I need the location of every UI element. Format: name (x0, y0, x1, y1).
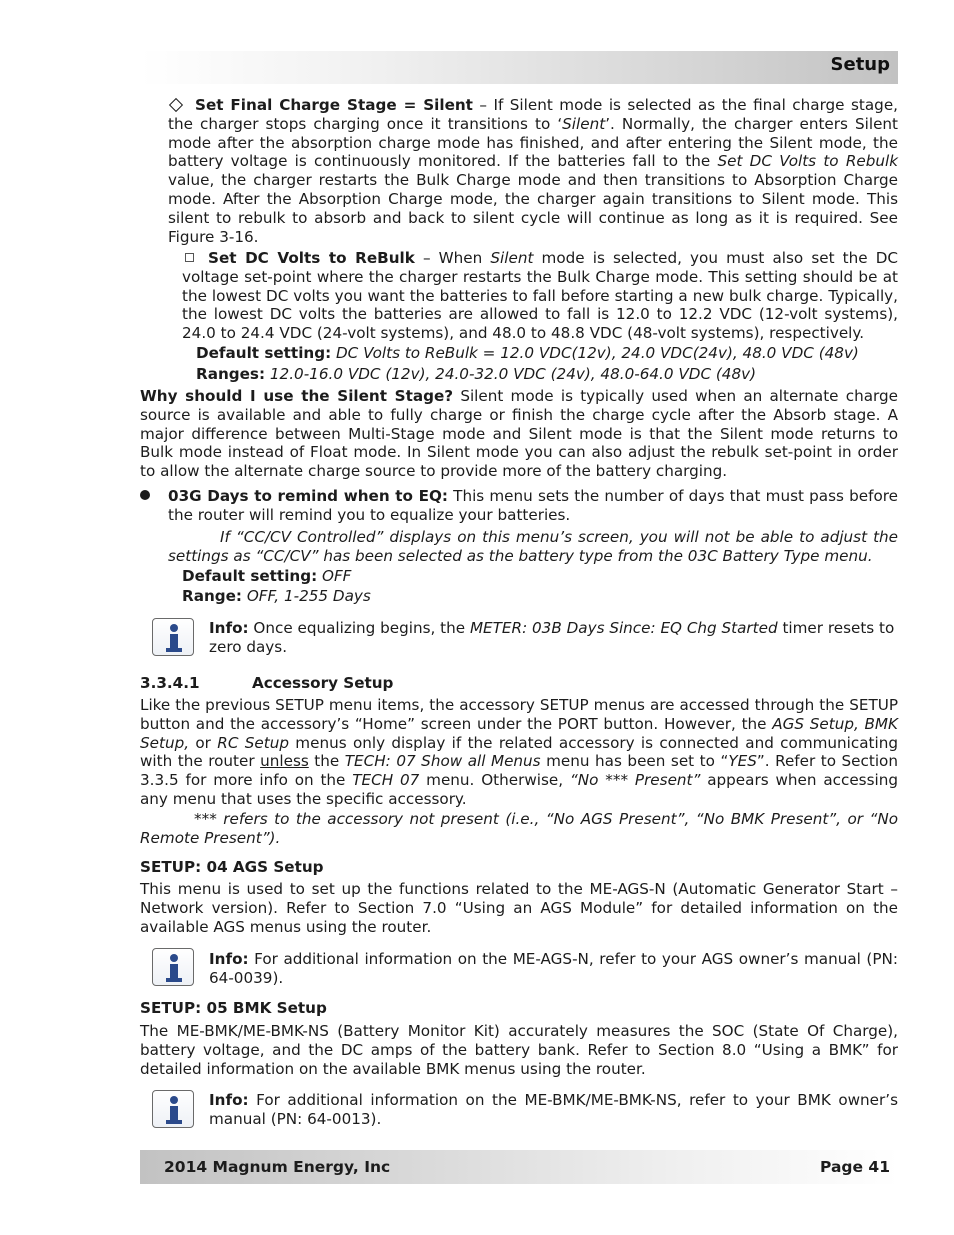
footer-copyright: 2014 Magnum Energy, Inc (164, 1158, 391, 1176)
rebulk-default-setting: Default setting: DC Volts to ReBulk = 12.0 VDC(12v), 24.0 VDC(24v), 48.0 VDC (48v) (196, 344, 859, 362)
rebulk-ranges: Ranges: 12.0-16.0 VDC (12v), 24.0-32.0 VDC (24v), 48.0-64.0 VDC (48v) (196, 365, 757, 383)
accessory-paragraph: Like the previous SETUP menu items, the accessory SETUP menus are accessed through the SETUP button and the accessory’s “Home” screen under the PORT button. However, the AGS Setup, BMK Setup, or RC Setup menus only display if the related accessory is connected and communicating with the router unless the TECH: 07 Show all Menus menu has been set to “YES”. Refer to Section 3.3.5 for more info on the TECH 07 menu. Otherwise, “No *** Present” appears when accessing any menu that uses the specific accessory. (140, 696, 898, 808)
info-note-equalizing: Info: Once equalizing begins, the METER: 03B Days Since: EQ Chg Started timer resets to zero days. (209, 619, 895, 656)
why-silent-paragraph: Why should I use the Silent Stage? Silent mode is typically used when an alternate charge source is available and able to fully charge or finish the charge cycle after the Absorb stage. A major difference between Multi-Stage mode and Silent mode is that the Silent mode returns to Bulk mode instead of Float mode. In Silent mode you can also adjust the rebulk set-point in order to allow the alternate charge source to provide more of the battery charging. (140, 387, 898, 481)
square-bullet-icon (185, 253, 194, 262)
section-title: Setup (830, 54, 890, 75)
eq-days-note: If “CC/CV Controlled” displays on this menu’s screen, you will not be able to adjust the settings as “CC/CV” has been selected as the battery type from the 03C Battery Type menu. (168, 528, 898, 565)
info-note-ags: Info: For additional information on the ME-AGS-N, refer to your AGS owner’s manual (PN: 64-0039). (209, 950, 898, 987)
final-charge-paragraph: Set Final Charge Stage = Silent – If Silent mode is selected as the final charge stage, the charger stops charging once it transitions to ‘Silent’. Normally, the charger enters Silent mode after the absorption charge mode has finished, and after entering the Silent mode, the battery voltage is continuously monitored. If the batteries fall to the Set DC Volts to Rebulk value, the charger restarts the Bulk Charge mode and then transitions to Absorption Charge mode. After the Absorption Charge mode, the charger again transitions to Silent mode. This silent to rebulk to absorb and back to silent cycle will continue as long as it is required. See Figure 3-16. (168, 96, 898, 246)
ags-paragraph: This menu is used to set up the functions related to the ME-AGS-N (Automatic Generator Start – Network version). Refer to Section 7.0 “Using an AGS Module” for detailed information on the available AGS menus using the router. (140, 880, 898, 936)
info-note-bmk: Info: For additional information on the ME-BMK/ME-BMK-NS, refer to your BMK owner’s manual (PN: 64-0013). (209, 1091, 898, 1128)
page-number: Page 41 (820, 1158, 890, 1176)
info-icon (152, 948, 194, 986)
bmk-paragraph: The ME-BMK/ME-BMK-NS (Battery Monitor Kit) accurately measures the SOC (State Of Charge), battery voltage, and the DC amps of the battery bank. Refer to Section 8.0 “Using a BMK” for detailed information on the available BMK menus using the router. (140, 1022, 898, 1078)
section-number: 3.3.4.1 (140, 674, 200, 692)
rebulk-label: Set DC Volts to ReBulk (208, 249, 415, 267)
page-footer-bar (140, 1150, 898, 1184)
diamond-bullet-icon (169, 97, 183, 111)
accessory-note: *** refers to the accessory not present (i.e., “No AGS Present”, “No BMK Present”, or “No Remote Present”). (140, 810, 898, 847)
final-charge-label: Set Final Charge Stage = Silent (195, 96, 473, 114)
info-icon (152, 618, 194, 656)
page-header-bar (140, 51, 898, 84)
section-heading: Accessory Setup (252, 674, 394, 692)
round-bullet-icon (140, 490, 150, 500)
bmk-heading: SETUP: 05 BMK Setup (140, 999, 327, 1017)
eq-default-setting: Default setting: OFF (182, 567, 352, 585)
eq-range: Range: OFF, 1-255 Days (182, 587, 371, 605)
rebulk-paragraph: Set DC Volts to ReBulk – When Silent mode is selected, you must also set the DC voltage set-point where the charger restarts the Bulk Charge mode. This setting should be at the lowest DC volts you want the batteries to fall before starting a new bulk charge. Typically, the lowest DC volts the batteries are allowed to fall is 12.0 to 12.2 VDC (12-volt systems), 24.0 to 24.4 VDC (24-volt systems), and 48.0 to 48.8 VDC (48-volt systems), respectively. (182, 249, 898, 343)
info-icon (152, 1090, 194, 1128)
ags-heading: SETUP: 04 AGS Setup (140, 858, 324, 876)
eq-days-paragraph: 03G Days to remind when to EQ: This menu sets the number of days that must pass before the router will remind you to equalize your batteries. (168, 487, 898, 524)
